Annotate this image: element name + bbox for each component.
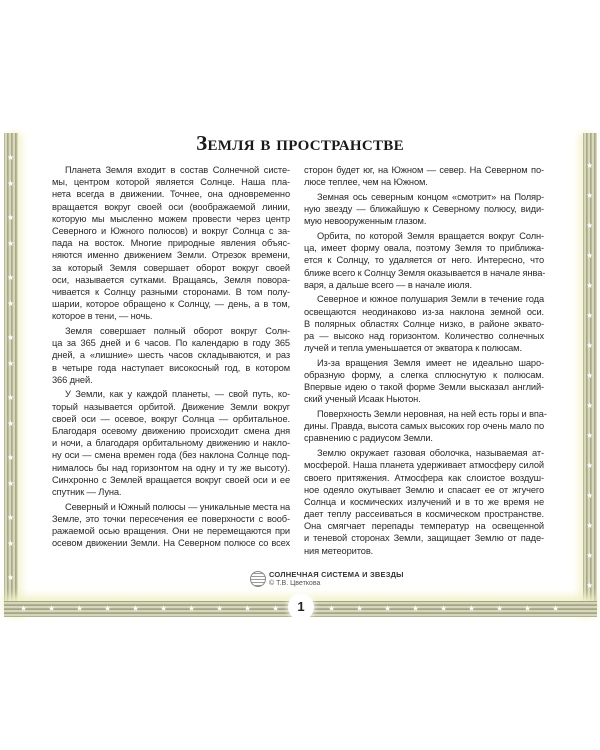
- text-line: дней, а «лишние» шесть часов складываются, и раз: [52, 350, 290, 361]
- paragraph: [52, 501, 290, 550]
- star-icon: ★: [160, 604, 168, 613]
- text-line: оси, называется сутками. Вращаясь, Земля повора-: [52, 274, 290, 285]
- star-icon: ★: [48, 604, 56, 613]
- text-line: няются именно движением Земли. Отрезок времени,: [52, 250, 290, 261]
- star-icon: ★: [586, 341, 594, 350]
- star-icon: ★: [440, 604, 448, 613]
- paragraph: [52, 164, 290, 322]
- text-line: ца за 365 дней и 6 часов. По календарю в году 365: [52, 338, 290, 349]
- text-line: спутник — Луна.: [52, 486, 122, 497]
- text-line: Северного и Южного полюсов) и вокруг Солнца с за-: [52, 225, 290, 236]
- star-icon: ★: [244, 604, 252, 613]
- paragraph: [304, 408, 547, 445]
- text-line: варя, а дальше всего — в начале июля.: [304, 279, 472, 290]
- text-line: образную форму, а слегка сплюснутую к полюсам.: [304, 370, 544, 380]
- text-line: мую невооруженным глазом.: [304, 216, 427, 227]
- text-line: нета всегда в движении. Точнее, она одновременно: [52, 189, 290, 200]
- star-icon: ★: [7, 393, 15, 402]
- paragraph: [304, 191, 544, 228]
- page-number: 1: [288, 594, 314, 620]
- text-line: дает теплу рассеиваться в космическом пространстве.: [304, 509, 544, 520]
- star-icon: ★: [7, 179, 15, 188]
- series-title: СОЛНЕЧНАЯ СИСТЕМА И ЗВЕЗДЫ: [269, 570, 404, 579]
- star-icon: ★: [586, 491, 594, 500]
- star-icon: ★: [272, 604, 280, 613]
- text-line: вращается вокруг своей оси (воображаемой линии,: [52, 201, 290, 212]
- star-icon: ★: [7, 273, 15, 282]
- text-line: ца, имеет форму овала, поэтому Земля то приближа-: [304, 243, 544, 254]
- text-line: Из-за вращения Земля имеет не идеально шаро-: [317, 357, 544, 368]
- star-icon: ★: [586, 461, 594, 470]
- text-line: нималось бы над горизонтом на одну и ту же высоту).: [52, 462, 290, 473]
- text-line: Она смягчает перепады температур на освещенной: [304, 521, 544, 532]
- text-line: ражаемой осью вращения. Они не перемещаются при: [52, 525, 290, 536]
- star-icon: ★: [7, 359, 15, 368]
- text-line: и ночи, а благодаря орбитальному движению и накло-: [52, 438, 290, 449]
- star-icon: ★: [328, 604, 336, 613]
- paragraph: [304, 293, 544, 354]
- text-line: Земле, это точки пересечения ее поверхности с вооб-: [52, 513, 290, 524]
- right-column: [304, 164, 547, 559]
- text-line: освещаются неодинаково из-за наклона земной оси.: [304, 306, 544, 317]
- star-icon: ★: [7, 453, 15, 462]
- star-icon: ★: [384, 604, 392, 613]
- star-icon: ★: [586, 221, 594, 230]
- text-line: Поверхность Земли неровная, на ней есть горы и впа-: [317, 409, 547, 420]
- text-line: Благодаря осевому движению происходит смена дня: [52, 425, 290, 436]
- text-line: в четыре года наступает високосный год, в котором: [52, 362, 290, 373]
- text-line: за который Земля совершает оборот вокруг своей: [52, 262, 290, 273]
- star-icon: ★: [7, 239, 15, 248]
- text-line: которую мы мысленно можем провести через центр: [52, 213, 290, 224]
- star-icon: ★: [216, 604, 224, 613]
- text-line: Солнца и космических излучений и в то же время не: [304, 496, 544, 507]
- text-line: 366 дней.: [52, 374, 93, 385]
- text-line: ное одеяло окутывает Землю и спасает ее от жгучего: [304, 484, 544, 495]
- star-icon: ★: [586, 161, 594, 170]
- text-line: сторон будет юг, на Южном — север. На Северном по-: [304, 165, 544, 175]
- star-icon: ★: [356, 604, 364, 613]
- left-column: [52, 164, 290, 552]
- star-icon: ★: [7, 333, 15, 342]
- star-icon: ★: [7, 539, 15, 548]
- star-icon: ★: [7, 153, 15, 162]
- text-line: осевом движении Земли. На Северном полюсе со всех: [52, 538, 290, 549]
- text-line: Земля совершает полный оборот вокруг Солн-: [65, 325, 290, 336]
- paragraph: [304, 357, 544, 406]
- text-line: чивается к Солнцу разными сторонами. В том полу-: [52, 286, 290, 297]
- star-icon: ★: [7, 479, 15, 488]
- star-icon: ★: [586, 281, 594, 290]
- star-icon: ★: [468, 604, 476, 613]
- star-icon: ★: [188, 604, 196, 613]
- text-line: Впервые идею о такой форме Земли высказал англий-: [304, 382, 544, 393]
- text-line: ну оси — смена времен года (без наклона Солнце под-: [52, 450, 290, 461]
- star-icon: ★: [586, 551, 594, 560]
- text-line: ную звезду — ближайшую к Северному полюсу, види-: [304, 204, 544, 215]
- star-icon: ★: [76, 604, 84, 613]
- paragraph: [304, 164, 544, 188]
- star-icon: ★: [7, 213, 15, 222]
- star-icon: ★: [7, 513, 15, 522]
- star-icon: ★: [20, 604, 28, 613]
- text-line: У Земли, как у каждой планеты, — свой путь, ко-: [65, 389, 290, 400]
- text-line: люсе теплее, чем на Южном.: [304, 177, 428, 188]
- star-icon: ★: [586, 521, 594, 530]
- star-icon: ★: [524, 604, 532, 613]
- star-icon: ★: [586, 251, 594, 260]
- page-title: Земля в пространстве: [196, 131, 404, 155]
- star-icon: ★: [586, 311, 594, 320]
- text-line: ближе всего к Солнцу Земля оказывается в начале янва-: [304, 267, 546, 278]
- text-line: дины. Правда, высота самых высоких гор очень мало по: [304, 421, 544, 432]
- text-line: Землю окружает газовая оболочка, называемая ат-: [317, 448, 544, 459]
- text-line: ния метеоритов.: [304, 545, 374, 556]
- star-icon: ★: [7, 299, 15, 308]
- text-line: Северный и Южный полюсы — уникальные места на: [65, 501, 291, 512]
- text-line: мосферой. Наша планета удерживает атмосферу силой: [304, 460, 544, 471]
- publisher-logo-icon: [250, 571, 266, 587]
- star-icon: ★: [586, 401, 594, 410]
- text-line: шарии, которое обращено к Солнцу, — день, а в том,: [52, 299, 290, 310]
- text-line: ра — высоко над горизонтом. Количество солнечных: [304, 330, 544, 341]
- copyright-author: © Т.В. Цветкова: [269, 580, 321, 587]
- star-icon: ★: [586, 191, 594, 200]
- text-line: ский ученый Исаак Ньютон.: [304, 394, 421, 405]
- text-line: Планета Земля входит в состав Солнечной систе-: [65, 165, 290, 175]
- text-line: ется к Солнцу, то удаляется от него. Интересно, что: [304, 255, 544, 266]
- star-icon: ★: [7, 419, 15, 428]
- text-line: торый называется орбитой. Движение Земли вокруг: [52, 401, 290, 412]
- paragraph: [304, 230, 544, 291]
- text-line: пада на восток. Многие природные явления объяс-: [52, 238, 290, 249]
- star-icon: ★: [496, 604, 504, 613]
- text-line: Северное и южное полушария Земли в течение года: [317, 294, 544, 305]
- text-line: Земная ось северным концом «смотрит» на Поляр-: [317, 191, 544, 202]
- text-line: своей оси — осевое, вокруг Солнца — орбитальное.: [52, 413, 290, 424]
- text-line: которое в тени, — ночь.: [52, 311, 153, 322]
- text-line: Орбита, по которой Земля вращается вокруг Солн-: [317, 230, 544, 241]
- text-line: лучей и тепла уменьшается от экватора к полюсам.: [304, 343, 522, 354]
- star-icon: ★: [586, 431, 594, 440]
- star-icon: ★: [7, 573, 15, 582]
- text-line: Синхронно с Землей вращается вокруг своей оси и ее: [52, 474, 290, 485]
- star-icon: ★: [132, 604, 140, 613]
- star-icon: ★: [552, 604, 560, 613]
- text-line: сравнению с радиусом Земли.: [304, 433, 433, 444]
- text-line: своего притяжения. Атмосфера как слоистое воздуш-: [304, 472, 544, 483]
- paragraph: [52, 325, 290, 386]
- text-line: и теневой сторонах Земли, защищает Землю от паде-: [304, 533, 544, 544]
- star-icon: ★: [412, 604, 420, 613]
- star-icon: ★: [104, 604, 112, 613]
- paragraph: [52, 388, 290, 498]
- star-icon: ★: [586, 371, 594, 380]
- star-icon: ★: [586, 581, 594, 590]
- text-line: В полярных областях Солнце низко, в районе эквато-: [304, 318, 544, 329]
- text-line: мы, центром которой является Солнце. Наша пла-: [52, 177, 290, 188]
- paragraph: [304, 447, 544, 557]
